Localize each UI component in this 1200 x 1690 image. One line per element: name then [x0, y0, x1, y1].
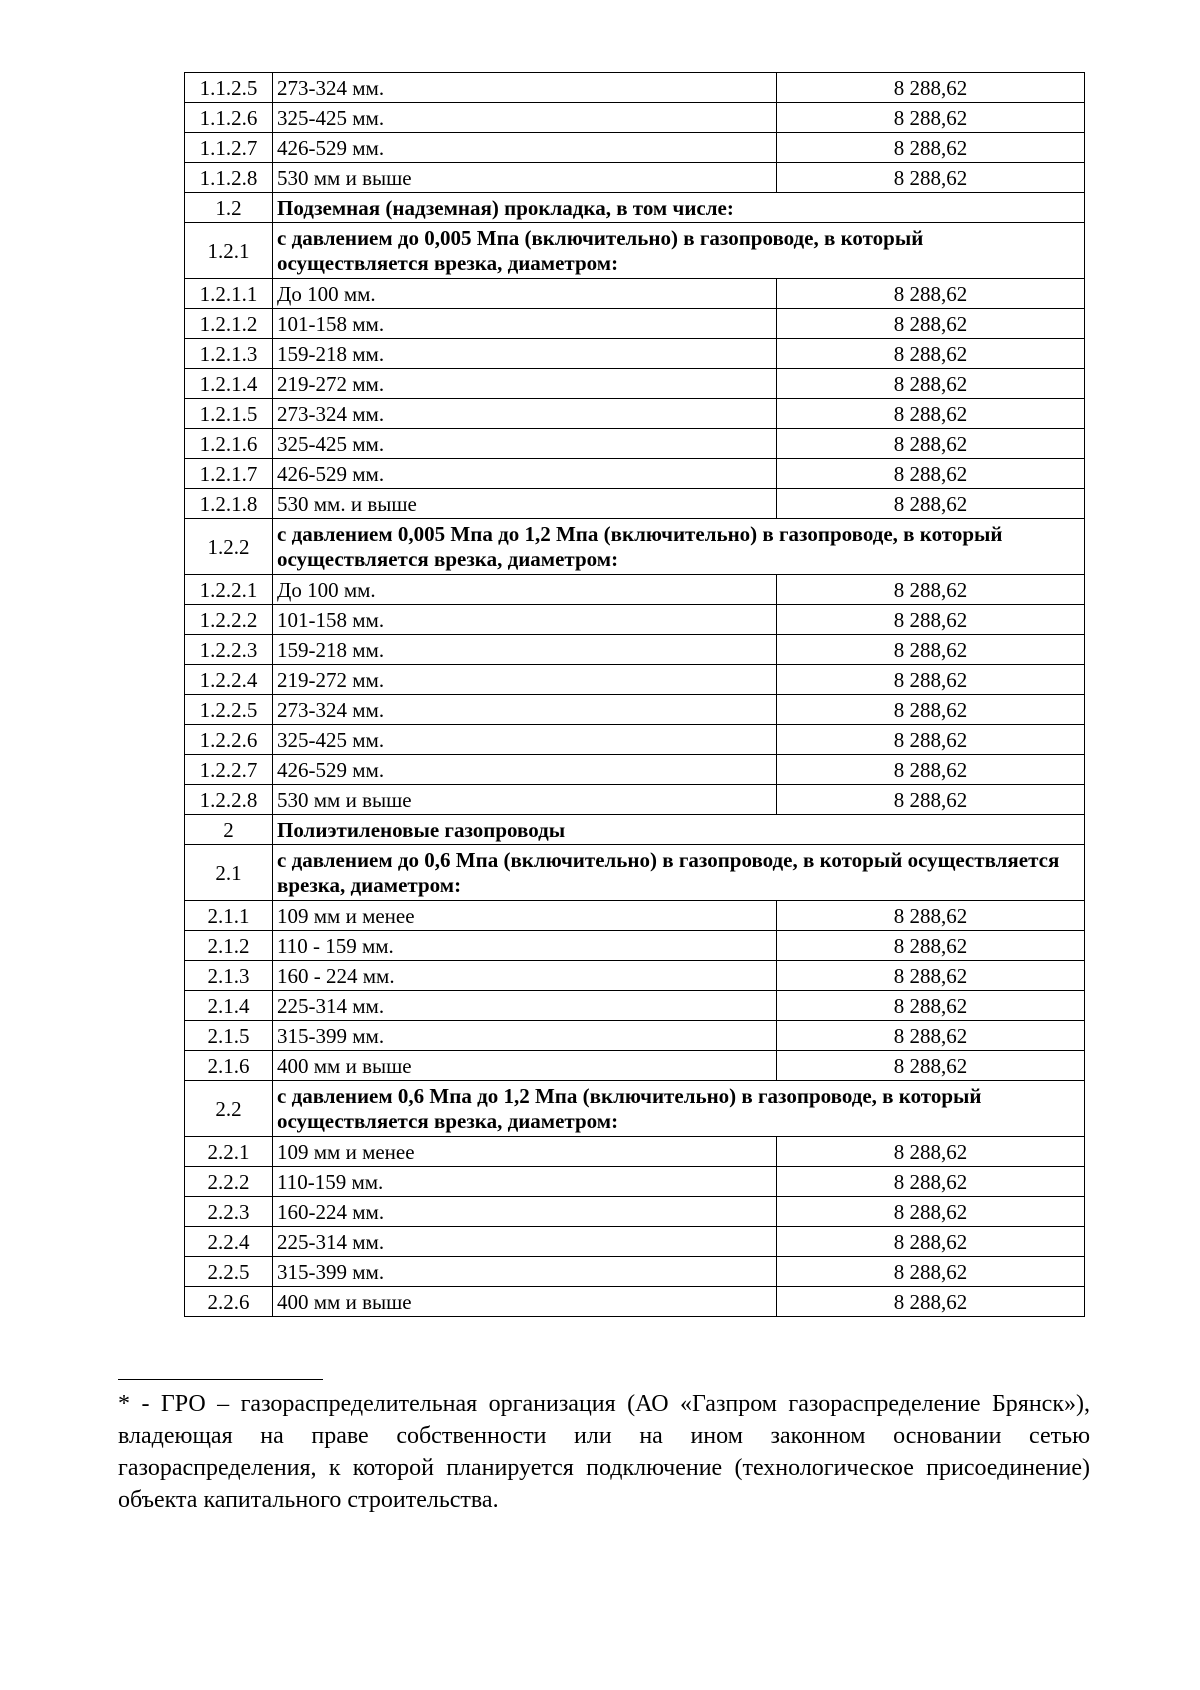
row-price: 8 288,62 [777, 399, 1085, 429]
section-header-row [185, 845, 1085, 901]
row-diameter: 273-324 мм. [273, 73, 777, 103]
footnote-text: * - ГРО – газораспределительная организация (АО «Газпром газораспределение Брянск»), владеющая на праве собственности или на ином законном основании сетью газораспределения, к которой планируется подключение (технологическое присоединение) объекта капитального строительства. [118, 1391, 1090, 1513]
row-number: 2.1.4 [185, 991, 273, 1021]
row-number: 1.1.2.6 [185, 103, 273, 133]
row-diameter: 273-324 мм. [273, 399, 777, 429]
row-price: 8 288,62 [777, 785, 1085, 815]
row-price: 8 288,62 [777, 459, 1085, 489]
row-number: 1.2.2.7 [185, 755, 273, 785]
tariff-table-container [184, 72, 1084, 1317]
row-price: 8 288,62 [777, 1227, 1085, 1257]
row-number: 1.1.2.5 [185, 73, 273, 103]
section-title: Полиэтиленовые газопроводы [273, 815, 1085, 845]
table-row [185, 1287, 1085, 1317]
row-number: 1.1.2.7 [185, 133, 273, 163]
row-diameter: 101-158 мм. [273, 605, 777, 635]
row-diameter: 530 мм и выше [273, 163, 777, 193]
section-title: Подземная (надземная) прокладка, в том числе: [273, 193, 1085, 223]
row-price: 8 288,62 [777, 725, 1085, 755]
row-number: 2.1.1 [185, 901, 273, 931]
table-row [185, 1137, 1085, 1167]
row-price: 8 288,62 [777, 665, 1085, 695]
row-number: 1.2.2.5 [185, 695, 273, 725]
row-number: 2.2.1 [185, 1137, 273, 1167]
section-header-row [185, 1081, 1085, 1137]
table-row [185, 399, 1085, 429]
row-price: 8 288,62 [777, 309, 1085, 339]
row-price: 8 288,62 [777, 339, 1085, 369]
row-diameter: 315-399 мм. [273, 1021, 777, 1051]
row-diameter: 426-529 мм. [273, 755, 777, 785]
row-diameter: 530 мм. и выше [273, 489, 777, 519]
table-row [185, 785, 1085, 815]
row-price: 8 288,62 [777, 1137, 1085, 1167]
row-price: 8 288,62 [777, 901, 1085, 931]
table-row [185, 575, 1085, 605]
table-row [185, 665, 1085, 695]
table-row [185, 133, 1085, 163]
row-diameter: 225-314 мм. [273, 1227, 777, 1257]
section-header-row [185, 519, 1085, 575]
row-number: 2.1.3 [185, 961, 273, 991]
section-title: с давлением 0,005 Мпа до 1,2 Мпа (включительно) в газопроводе, в который осуществляется врезка, диаметром: [273, 519, 1085, 575]
row-price: 8 288,62 [777, 961, 1085, 991]
table-row [185, 725, 1085, 755]
row-price: 8 288,62 [777, 489, 1085, 519]
table-row [185, 73, 1085, 103]
table-row [185, 1227, 1085, 1257]
row-number: 1.2.1.4 [185, 369, 273, 399]
table-row [185, 695, 1085, 725]
footnote-divider [118, 1379, 323, 1380]
row-diameter: 325-425 мм. [273, 725, 777, 755]
row-number: 1.2.2.4 [185, 665, 273, 695]
table-row [185, 429, 1085, 459]
row-number: 1.2.1.5 [185, 399, 273, 429]
tariff-table-body [185, 73, 1085, 1317]
row-number: 2.1.2 [185, 931, 273, 961]
row-number: 2.2.2 [185, 1167, 273, 1197]
section-title: с давлением до 0,6 Мпа (включительно) в газопроводе, в который осуществляется врезка, диаметром: [273, 845, 1085, 901]
table-row [185, 755, 1085, 785]
row-price: 8 288,62 [777, 1051, 1085, 1081]
row-diameter: 400 мм и выше [273, 1051, 777, 1081]
row-diameter: До 100 мм. [273, 279, 777, 309]
row-diameter: 109 мм и менее [273, 901, 777, 931]
section-title: с давлением до 0,005 Мпа (включительно) в газопроводе, в который осуществляется врезка, диаметром: [273, 223, 1085, 279]
row-price: 8 288,62 [777, 931, 1085, 961]
table-row [185, 1197, 1085, 1227]
row-diameter: 101-158 мм. [273, 309, 777, 339]
row-price: 8 288,62 [777, 991, 1085, 1021]
row-diameter: 110-159 мм. [273, 1167, 777, 1197]
table-row [185, 1167, 1085, 1197]
row-price: 8 288,62 [777, 1257, 1085, 1287]
row-price: 8 288,62 [777, 73, 1085, 103]
row-price: 8 288,62 [777, 1167, 1085, 1197]
table-row [185, 279, 1085, 309]
row-diameter: 426-529 мм. [273, 459, 777, 489]
row-diameter: 160 - 224 мм. [273, 961, 777, 991]
table-row [185, 931, 1085, 961]
row-number: 1.2.1 [185, 223, 273, 279]
row-diameter: 530 мм и выше [273, 785, 777, 815]
row-number: 1.2.2.8 [185, 785, 273, 815]
table-row [185, 991, 1085, 1021]
table-row [185, 309, 1085, 339]
table-row [185, 961, 1085, 991]
row-price: 8 288,62 [777, 755, 1085, 785]
section-header-row [185, 815, 1085, 845]
row-diameter: 219-272 мм. [273, 665, 777, 695]
section-title: с давлением 0,6 Мпа до 1,2 Мпа (включительно) в газопроводе, в который осуществляется врезка, диаметром: [273, 1081, 1085, 1137]
row-number: 2.2.3 [185, 1197, 273, 1227]
table-row [185, 339, 1085, 369]
row-price: 8 288,62 [777, 279, 1085, 309]
row-number: 1.2.1.2 [185, 309, 273, 339]
row-number: 2.2.5 [185, 1257, 273, 1287]
row-diameter: 325-425 мм. [273, 103, 777, 133]
table-row [185, 605, 1085, 635]
row-number: 2.1 [185, 845, 273, 901]
row-number: 1.2.1.7 [185, 459, 273, 489]
row-diameter: 315-399 мм. [273, 1257, 777, 1287]
row-diameter: 426-529 мм. [273, 133, 777, 163]
table-row [185, 163, 1085, 193]
row-diameter: 225-314 мм. [273, 991, 777, 1021]
row-diameter: 325-425 мм. [273, 429, 777, 459]
table-row [185, 901, 1085, 931]
row-diameter: 159-218 мм. [273, 635, 777, 665]
row-diameter: 159-218 мм. [273, 339, 777, 369]
row-number: 1.2.1.6 [185, 429, 273, 459]
row-number: 1.2.2.6 [185, 725, 273, 755]
row-price: 8 288,62 [777, 429, 1085, 459]
table-row [185, 1021, 1085, 1051]
row-number: 1.2.2.2 [185, 605, 273, 635]
row-number: 2.2.4 [185, 1227, 273, 1257]
row-number: 1.2.2.3 [185, 635, 273, 665]
row-diameter: 110 - 159 мм. [273, 931, 777, 961]
row-price: 8 288,62 [777, 1021, 1085, 1051]
tariff-table [184, 72, 1085, 1317]
row-number: 1.2.2 [185, 519, 273, 575]
table-row [185, 369, 1085, 399]
row-diameter: 219-272 мм. [273, 369, 777, 399]
row-diameter: До 100 мм. [273, 575, 777, 605]
row-number: 2.2 [185, 1081, 273, 1137]
row-price: 8 288,62 [777, 369, 1085, 399]
row-number: 2.1.5 [185, 1021, 273, 1051]
table-row [185, 1257, 1085, 1287]
row-number: 1.2.1.3 [185, 339, 273, 369]
table-row [185, 459, 1085, 489]
row-price: 8 288,62 [777, 605, 1085, 635]
row-number: 2.1.6 [185, 1051, 273, 1081]
section-header-row [185, 223, 1085, 279]
row-number: 1.2.1.8 [185, 489, 273, 519]
row-price: 8 288,62 [777, 575, 1085, 605]
row-price: 8 288,62 [777, 103, 1085, 133]
row-number: 1.1.2.8 [185, 163, 273, 193]
row-number: 2 [185, 815, 273, 845]
table-row [185, 1051, 1085, 1081]
row-diameter: 109 мм и менее [273, 1137, 777, 1167]
row-price: 8 288,62 [777, 1287, 1085, 1317]
row-diameter: 273-324 мм. [273, 695, 777, 725]
table-row [185, 635, 1085, 665]
row-number: 2.2.6 [185, 1287, 273, 1317]
row-price: 8 288,62 [777, 1197, 1085, 1227]
table-row [185, 103, 1085, 133]
row-diameter: 160-224 мм. [273, 1197, 777, 1227]
row-price: 8 288,62 [777, 163, 1085, 193]
table-row [185, 489, 1085, 519]
row-price: 8 288,62 [777, 133, 1085, 163]
row-diameter: 400 мм и выше [273, 1287, 777, 1317]
row-number: 1.2.1.1 [185, 279, 273, 309]
section-header-row [185, 193, 1085, 223]
row-number: 1.2 [185, 193, 273, 223]
row-price: 8 288,62 [777, 635, 1085, 665]
row-number: 1.2.2.1 [185, 575, 273, 605]
row-price: 8 288,62 [777, 695, 1085, 725]
